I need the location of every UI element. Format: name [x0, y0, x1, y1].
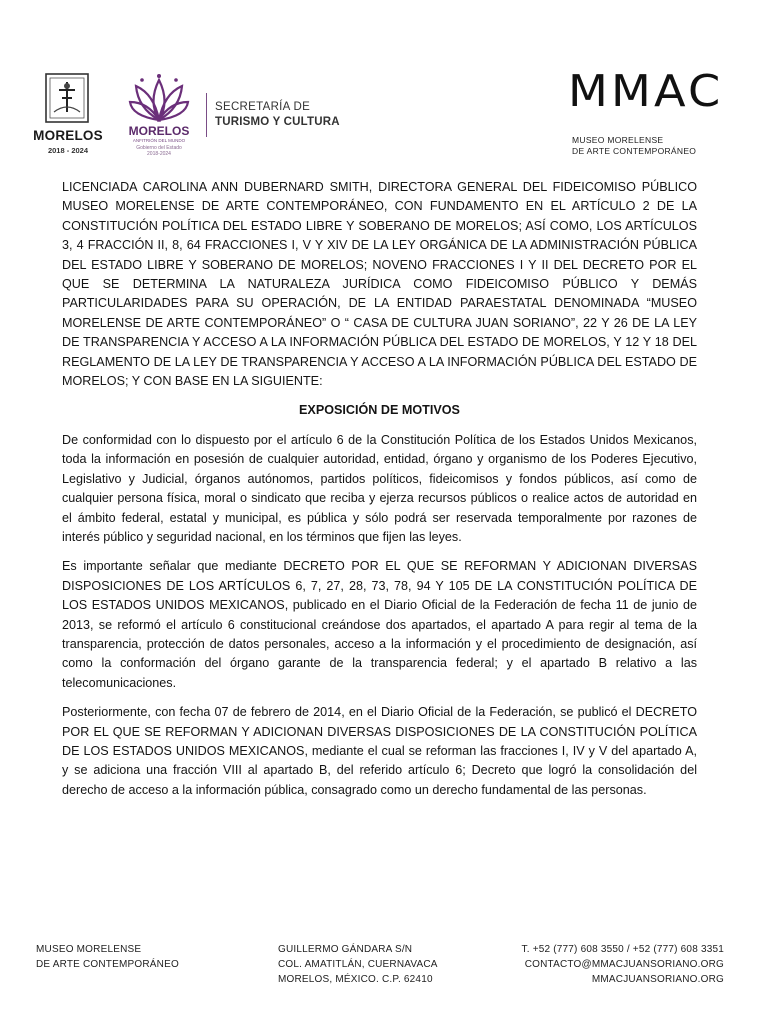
footer-phone: T. +52 (777) 608 3550 / +52 (777) 608 3351: [521, 944, 724, 955]
anfitrion-logo-tagline: ANFITRIÓN DEL MUNDO: [132, 138, 186, 143]
footer: [0, 940, 770, 1000]
secretaria-line1: SECRETARÍA DE: [215, 101, 311, 113]
document-body: [62, 178, 697, 810]
anfitrion-logo-name: MORELOS: [128, 124, 190, 138]
footer-museum-line1: MUSEO MORELENSE: [36, 944, 142, 955]
footer-museum-name: [36, 942, 179, 972]
footer-contact: [522, 942, 724, 987]
paragraph-2: Es importante señalar que mediante DECRETO POR EL QUE SE REFORMAN Y ADICIONAN DIVERSAS DISPOSICIONES DE LOS ARTÍCULOS 6, 7, 27, 28, 73, 78, 94 Y 105 DE LA CONSTITUCIÓN POLÍTICA DE LOS ESTADOS UNIDOS MEXICANOS, publicado en el Diario Oficial de la Federación de fecha 11 de junio de 2013, se reformó el artículo 6 constitucional creándose dos apartados, el apartado A para regir al tema de la transparencia, protección de datos personales, acceso a la información y el procedimiento de designación, así como la conformación del órgano garante de la transparencia federal; y el apartado B relativo a las telecomunicaciones.: [62, 559, 697, 690]
mmac-subtitle-line1: MUSEO MORELENSE: [572, 135, 664, 145]
footer-address-line2: COL. AMATITLÁN, CUERNAVACA: [278, 959, 438, 970]
footer-email[interactable]: CONTACTO@MMACJUANSORIANO.ORG: [524, 959, 724, 970]
intro-paragraph: LICENCIADA CAROLINA ANN DUBERNARD SMITH, DIRECTORA GENERAL DEL FIDEICOMISO PÚBLICO MUSEO MORELENSE DE ARTE CONTEMPORÁNEO, CON FUNDAMENTO EN EL ARTÍCULO 2 DE LA CONSTITUCIÓN POLÍTICA DEL ESTADO LIBRE Y SOBERANO DE MORELOS; ASÍ COMO, LOS ARTÍCULOS 3, 4 FRACCIÓN II, 8, 64 FRACCIONES I, V Y XIV DE LA LEY ORGÁNICA DE LA ADMINISTRACIÓN PÚBLICA DEL ESTADO LIBRE Y SOBERANO DE MORELOS; NOVENO FRACCIONES I Y II DEL DECRETO POR EL QUE SE DETERMINA LA NATURALEZA JURÍDICA COMO FIDEICOMISO PÚBLICO Y DEMÁS PARTICULARIDADES PARA SU OPERACIÓN, DE LA ENTIDAD PARAESTATAL DENOMINADA “MUSEO MORELENSE DE ARTE CONTEMPORÁNEO” O “ CASA DE CULTURA JUAN SORIANO”, 22 Y 26 DE LA LEY DE TRANSPARENCIA Y ACCESO A LA INFORMACIÓN PÚBLICA DEL ESTADO DE MORELOS, Y 12 Y 18 DEL REGLAMENTO DE LA LEY DE TRANSPARENCIA Y ACCESO A LA INFORMACIÓN PÚBLICA DEL ESTADO DE MORELOS; Y CON BASE EN LA SIGUIENTE:: [62, 180, 697, 389]
section-heading: EXPOSICIÓN DE MOTIVOS: [299, 403, 460, 418]
coat-of-arms-icon: [42, 72, 92, 126]
footer-address-line3: MORELOS, MÉXICO. C.P. 62410: [278, 974, 433, 985]
paragraph-1: De conformidad con lo dispuesto por el artículo 6 de la Constitución Política de los Estados Unidos Mexicanos, toda la información en posesión de cualquier autoridad, entidad, órgano y organismo de los Poderes Ejecutivo, Legislativo y Judicial, órganos autónomos, partidos políticos, fideicomisos y fondos públicos, así como de cualquier persona física, moral o sindicato que reciba y ejerza recursos públicos o realice actos de autoridad en el ámbito federal, estatal y municipal, es pública y sólo podrá ser reservada temporalmente por razones de interés público y seguridad nacional, en los términos que fijen las leyes.: [62, 432, 697, 544]
flower-emblem-icon: [128, 72, 190, 124]
mmac-logo: MMAC: [568, 66, 724, 117]
footer-website[interactable]: MMACJUANSORIANO.ORG: [591, 974, 724, 985]
letterhead: [0, 0, 770, 170]
anfitrion-logo-line3: 2018-2024: [147, 151, 171, 157]
anfitrion-logo-line2: Gobierno del Estado: [136, 145, 182, 151]
morelos-anfitrion-logo: [118, 72, 206, 162]
footer-museum-line2: DE ARTE CONTEMPORÁNEO: [36, 959, 179, 970]
footer-address: [278, 942, 438, 987]
morelos-state-logo: [30, 72, 105, 158]
morelos-logo-name: MORELOS: [33, 128, 103, 143]
paragraph-3: Posteriormente, con fecha 07 de febrero de 2014, en el Diario Oficial de la Federación, se publicó el DECRETO POR EL QUE SE REFORMAN Y ADICIONAN DIVERSAS DISPOSICIONES DE LA CONSTITUCIÓN POLÍTICA DE LOS ESTADOS UNIDOS MEXICANOS, mediante el cual se reforman las fracciones I, IV y V del apartado A, y se adiciona una fracción VIII al apartado B, del referido artículo 6; Decreto que logró la consolidación del derecho de acceso a la información pública, consagrado como un derecho fundamental de las personas.: [62, 705, 697, 797]
mmac-subtitle-line2: DE ARTE CONTEMPORÁNEO: [572, 146, 697, 156]
secretaria-line2: TURISMO Y CULTURA: [215, 116, 340, 128]
secretaria-divider: [206, 93, 207, 137]
footer-address-line1: GUILLERMO GÁNDARA S/N: [278, 944, 413, 955]
morelos-logo-years: 2018 - 2024: [47, 146, 89, 155]
